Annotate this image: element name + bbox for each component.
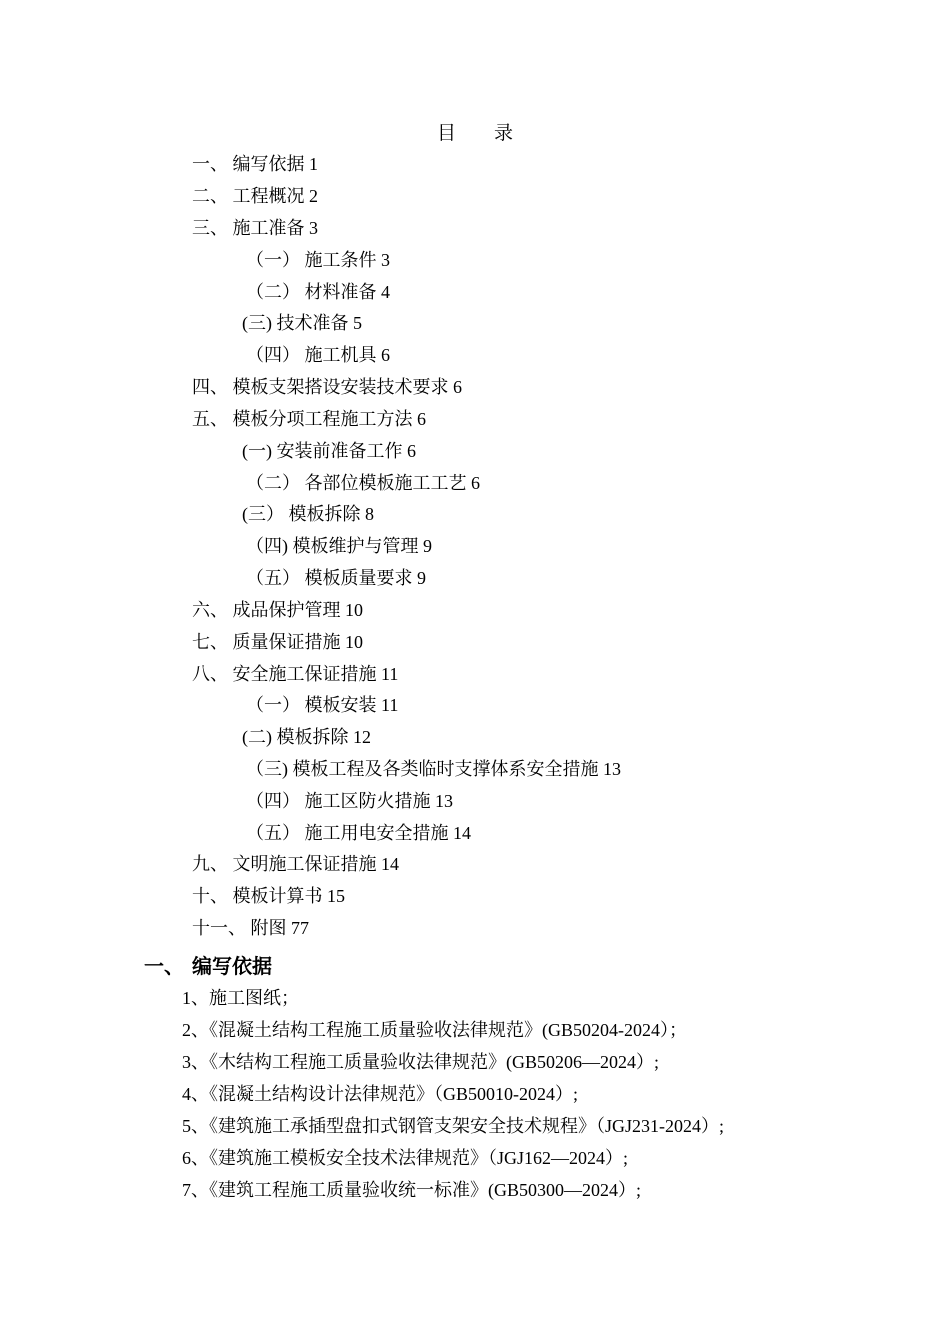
toc-title-char-1: 目 bbox=[436, 123, 456, 144]
toc-entry[interactable]: 一、 编写依据 1 bbox=[192, 154, 318, 174]
reference-item: 6、《建筑施工模板安全技术法律规范》（JGJ162—2024）; bbox=[182, 1148, 629, 1168]
toc-entry[interactable]: （四) 模板维护与管理 9 bbox=[246, 536, 432, 556]
toc-entry[interactable]: 十、 模板计算书 15 bbox=[192, 886, 345, 906]
toc-entry[interactable]: (三） 模板拆除 8 bbox=[242, 504, 374, 524]
toc-entry[interactable]: 五、 模板分项工程施工方法 6 bbox=[192, 409, 426, 429]
toc-entry[interactable]: （二） 各部位模板施工工艺 6 bbox=[246, 473, 480, 493]
toc-entry[interactable]: （四） 施工机具 6 bbox=[246, 345, 390, 365]
reference-item: 5、《建筑施工承插型盘扣式钢管支架安全技术规程》（JGJ231-2024）; bbox=[182, 1116, 725, 1136]
section-number: 一、 bbox=[144, 954, 184, 978]
toc-entry[interactable]: (二) 模板拆除 12 bbox=[242, 727, 371, 747]
reference-item: 1、施工图纸； bbox=[182, 988, 299, 1008]
reference-item: 7、《建筑工程施工质量验收统一标准》(GB50300—2024）; bbox=[182, 1180, 641, 1200]
toc-entry[interactable]: （一） 施工条件 3 bbox=[246, 250, 390, 270]
toc-entry[interactable]: (一) 安装前准备工作 6 bbox=[242, 441, 416, 461]
reference-item: 3、《木结构工程施工质量验收法律规范》(GB50206—2024）; bbox=[182, 1052, 659, 1072]
toc-entry[interactable]: 八、 安全施工保证措施 11 bbox=[192, 664, 399, 684]
toc-title bbox=[0, 121, 950, 147]
toc-entry[interactable]: 六、 成品保护管理 10 bbox=[192, 600, 363, 620]
toc-entry[interactable]: （一） 模板安装 11 bbox=[246, 695, 399, 715]
toc-entry[interactable]: 二、 工程概况 2 bbox=[192, 186, 318, 206]
toc-entry[interactable]: （四） 施工区防火措施 13 bbox=[246, 791, 453, 811]
section-heading bbox=[144, 953, 272, 979]
toc-entry[interactable]: (三) 技术准备 5 bbox=[242, 313, 362, 333]
toc-title-char-2: 录 bbox=[494, 123, 514, 144]
toc-entry[interactable]: 九、 文明施工保证措施 14 bbox=[192, 854, 399, 874]
toc-entry[interactable]: 十一、 附图 77 bbox=[192, 918, 309, 938]
toc-entry[interactable]: （二） 材料准备 4 bbox=[246, 282, 390, 302]
toc-entry[interactable]: （三) 模板工程及各类临时支撑体系安全措施 13 bbox=[246, 759, 621, 779]
toc-entry[interactable]: （五） 施工用电安全措施 14 bbox=[246, 823, 471, 843]
toc-entry[interactable]: （五） 模板质量要求 9 bbox=[246, 568, 426, 588]
section-title: 编写依据 bbox=[192, 954, 272, 978]
toc-entry[interactable]: 四、 模板支架搭设安装技术要求 6 bbox=[192, 377, 462, 397]
reference-item: 2、《混凝土结构工程施工质量验收法律规范》(GB50204-2024）； bbox=[182, 1020, 687, 1040]
toc-entry[interactable]: 三、 施工准备 3 bbox=[192, 218, 318, 238]
toc-entry[interactable]: 七、 质量保证措施 10 bbox=[192, 632, 363, 652]
reference-item: 4、《混凝土结构设计法律规范》（GB50010-2024）; bbox=[182, 1084, 578, 1104]
